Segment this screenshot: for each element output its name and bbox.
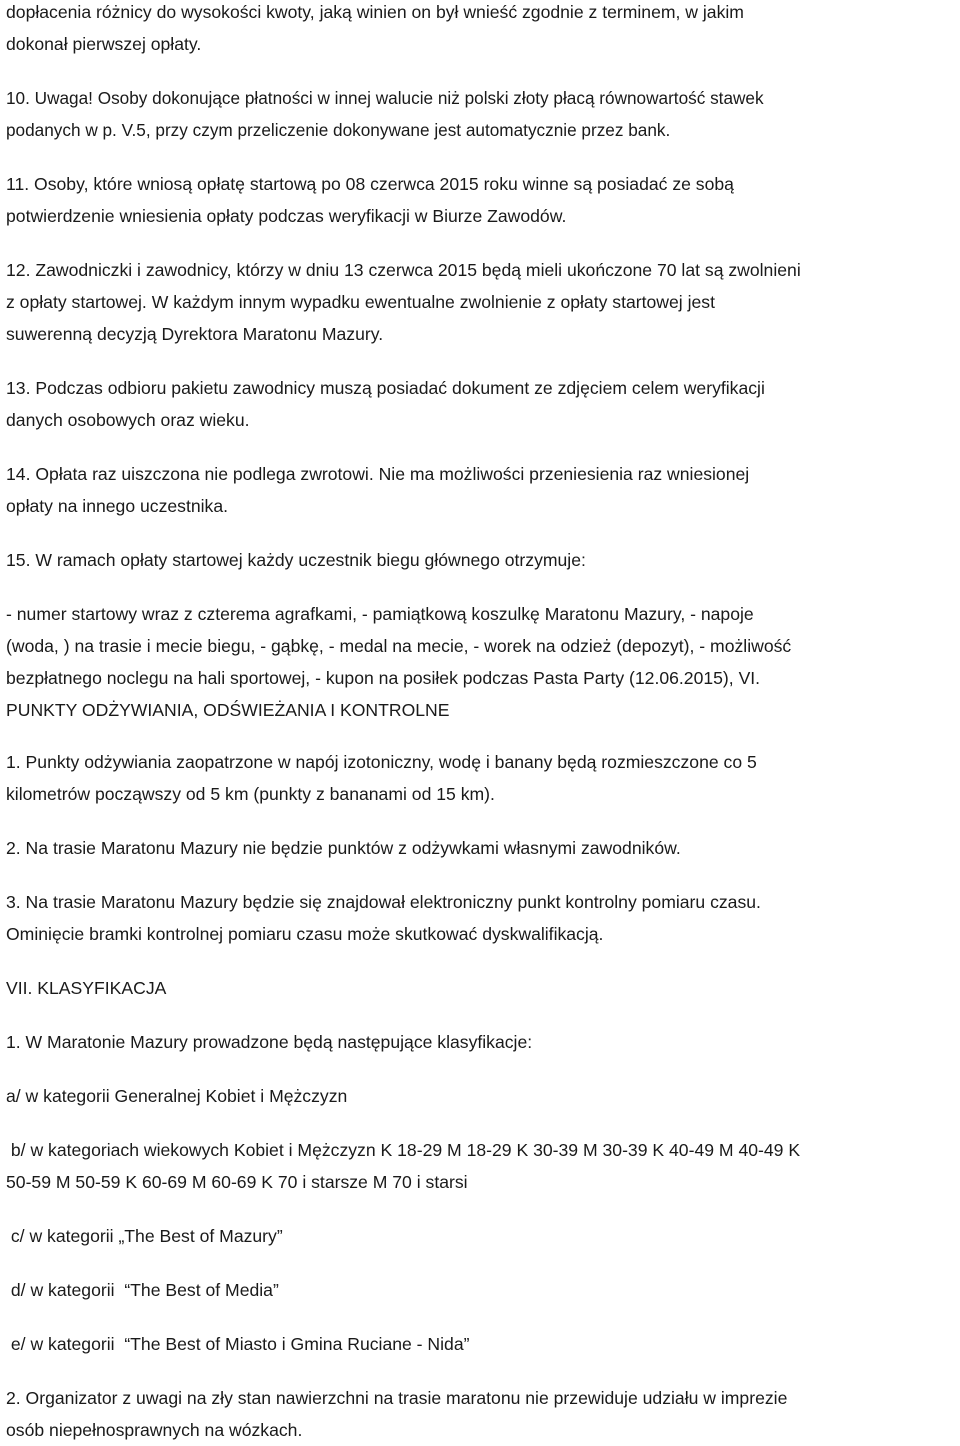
text-line: 1. Punkty odżywiania zaopatrzone w napój izotoniczny, wodę i banany będą rozmieszczone co 5 xyxy=(6,752,757,772)
text-line: Ominięcie bramki kontrolnej pomiaru czasu może skutkować dyskwalifikacją. xyxy=(6,924,604,944)
text-line: 11. Osoby, które wniosą opłatę startową po 08 czerwca 2015 roku winne są posiadać ze sobą xyxy=(6,174,734,194)
text-line: bezpłatnego noclegu na hali sportowej, - kupon na posiłek podczas Pasta Party (12.06.2015), VI. xyxy=(6,668,761,688)
text-line: 15. W ramach opłaty startowej każdy uczestnik biegu głównego otrzymuje: xyxy=(6,550,586,570)
paragraph-category-e xyxy=(6,1328,956,1360)
paragraph-no-own-supplements xyxy=(6,832,956,864)
text-line: dopłacenia różnicy do wysokości kwoty, jaką winien on był wnieść zgodnie z terminem, w jakim xyxy=(6,2,744,22)
paragraph-category-c xyxy=(6,1220,956,1252)
text-line: opłaty na innego uczestnika. xyxy=(6,496,229,516)
text-line: 13. Podczas odbioru pakietu zawodnicy muszą posiadać dokument ze zdjęciem celem weryfikacji xyxy=(6,378,765,398)
paragraph-category-d xyxy=(6,1274,956,1306)
text-line: 10. Uwaga! Osoby dokonujące płatności w innej walucie niż polski złoty płacą równowartość stawek xyxy=(6,88,764,108)
text-line: kilometrów począwszy od 5 km (punkty z bananami od 15 km). xyxy=(6,784,495,804)
text-line: e/ w kategorii “The Best of Miasto i Gmina Ruciane - Nida” xyxy=(6,1334,470,1354)
paragraph-15-package xyxy=(6,544,956,576)
paragraph-14-no-refund xyxy=(6,458,956,522)
paragraph-classifications-intro xyxy=(6,1026,956,1058)
paragraph-12-exemption xyxy=(6,254,956,350)
text-line: potwierdzenie wniesienia opłaty podczas weryfikacji w Biurze Zawodów. xyxy=(6,206,567,226)
text-line: z opłaty startowej. W każdym innym wypadku ewentualne zwolnienie z opłaty startowej jest xyxy=(6,292,715,312)
paragraph-category-a xyxy=(6,1080,956,1112)
paragraph-package-items xyxy=(6,598,956,726)
text-line: 2. Organizator z uwagi na zły stan nawierzchni na trasie maratonu nie przewiduje udziału w imprezie xyxy=(6,1388,788,1408)
section-heading-classification xyxy=(6,972,956,1004)
text-line: b/ w kategoriach wiekowych Kobiet i Mężczyzn K 18-29 M 18-29 K 30-39 M 30-39 K 40-49 M 40-49 K xyxy=(6,1140,801,1160)
document-page xyxy=(6,0,956,1446)
text-line: a/ w kategorii Generalnej Kobiet i Mężczyzn xyxy=(6,1086,348,1106)
text-line: PUNKTY ODŻYWIANIA, ODŚWIEŻANIA I KONTROLNE xyxy=(6,700,450,720)
text-line: 3. Na trasie Maratonu Mazury będzie się znajdował elektroniczny punkt kontrolny pomiaru czasu. xyxy=(6,892,761,912)
text-line: 50-59 M 50-59 K 60-69 M 60-69 K 70 i starsze M 70 i starsi xyxy=(6,1172,468,1192)
text-line: osób niepełnosprawnych na wózkach. xyxy=(6,1420,303,1440)
text-line: c/ w kategorii „The Best of Mazury” xyxy=(6,1226,283,1246)
text-line: 1. W Maratonie Mazury prowadzone będą następujące klasyfikacje: xyxy=(6,1032,533,1052)
paragraph-wheelchair-notice xyxy=(6,1382,956,1446)
paragraph-feeding-points xyxy=(6,746,956,810)
text-line: - numer startowy wraz z czterema agrafkami, - pamiątkową koszulkę Maratonu Mazury, - napoje xyxy=(6,604,754,624)
text-line: d/ w kategorii “The Best of Media” xyxy=(6,1280,279,1300)
text-line: podanych w p. V.5, przy czym przeliczenie dokonywane jest automatycznie przez bank. xyxy=(6,120,671,140)
paragraph-11-late-fee xyxy=(6,168,956,232)
text-line: dokonał pierwszej opłaty. xyxy=(6,34,202,54)
text-line: suwerenną decyzją Dyrektora Maratonu Mazury. xyxy=(6,324,384,344)
paragraph-control-point xyxy=(6,886,956,950)
text-line: VII. KLASYFIKACJA xyxy=(6,978,167,998)
text-line: 2. Na trasie Maratonu Mazury nie będzie punktów z odżywkami własnymi zawodników. xyxy=(6,838,681,858)
text-line: (woda, ) na trasie i mecie biegu, - gąbkę, - medal na mecie, - worek na odzież (depozyt), - możliwość xyxy=(6,636,792,656)
paragraph-payment-difference xyxy=(6,0,956,60)
paragraph-13-id-document xyxy=(6,372,956,436)
text-line: 14. Opłata raz uiszczona nie podlega zwrotowi. Nie ma możliwości przeniesienia raz wniesionej xyxy=(6,464,750,484)
text-line: danych osobowych oraz wieku. xyxy=(6,410,250,430)
paragraph-category-b xyxy=(6,1134,956,1198)
paragraph-10-currency xyxy=(6,82,956,146)
text-line: 12. Zawodniczki i zawodnicy, którzy w dniu 13 czerwca 2015 będą mieli ukończone 70 lat są zwolnieni xyxy=(6,260,801,280)
